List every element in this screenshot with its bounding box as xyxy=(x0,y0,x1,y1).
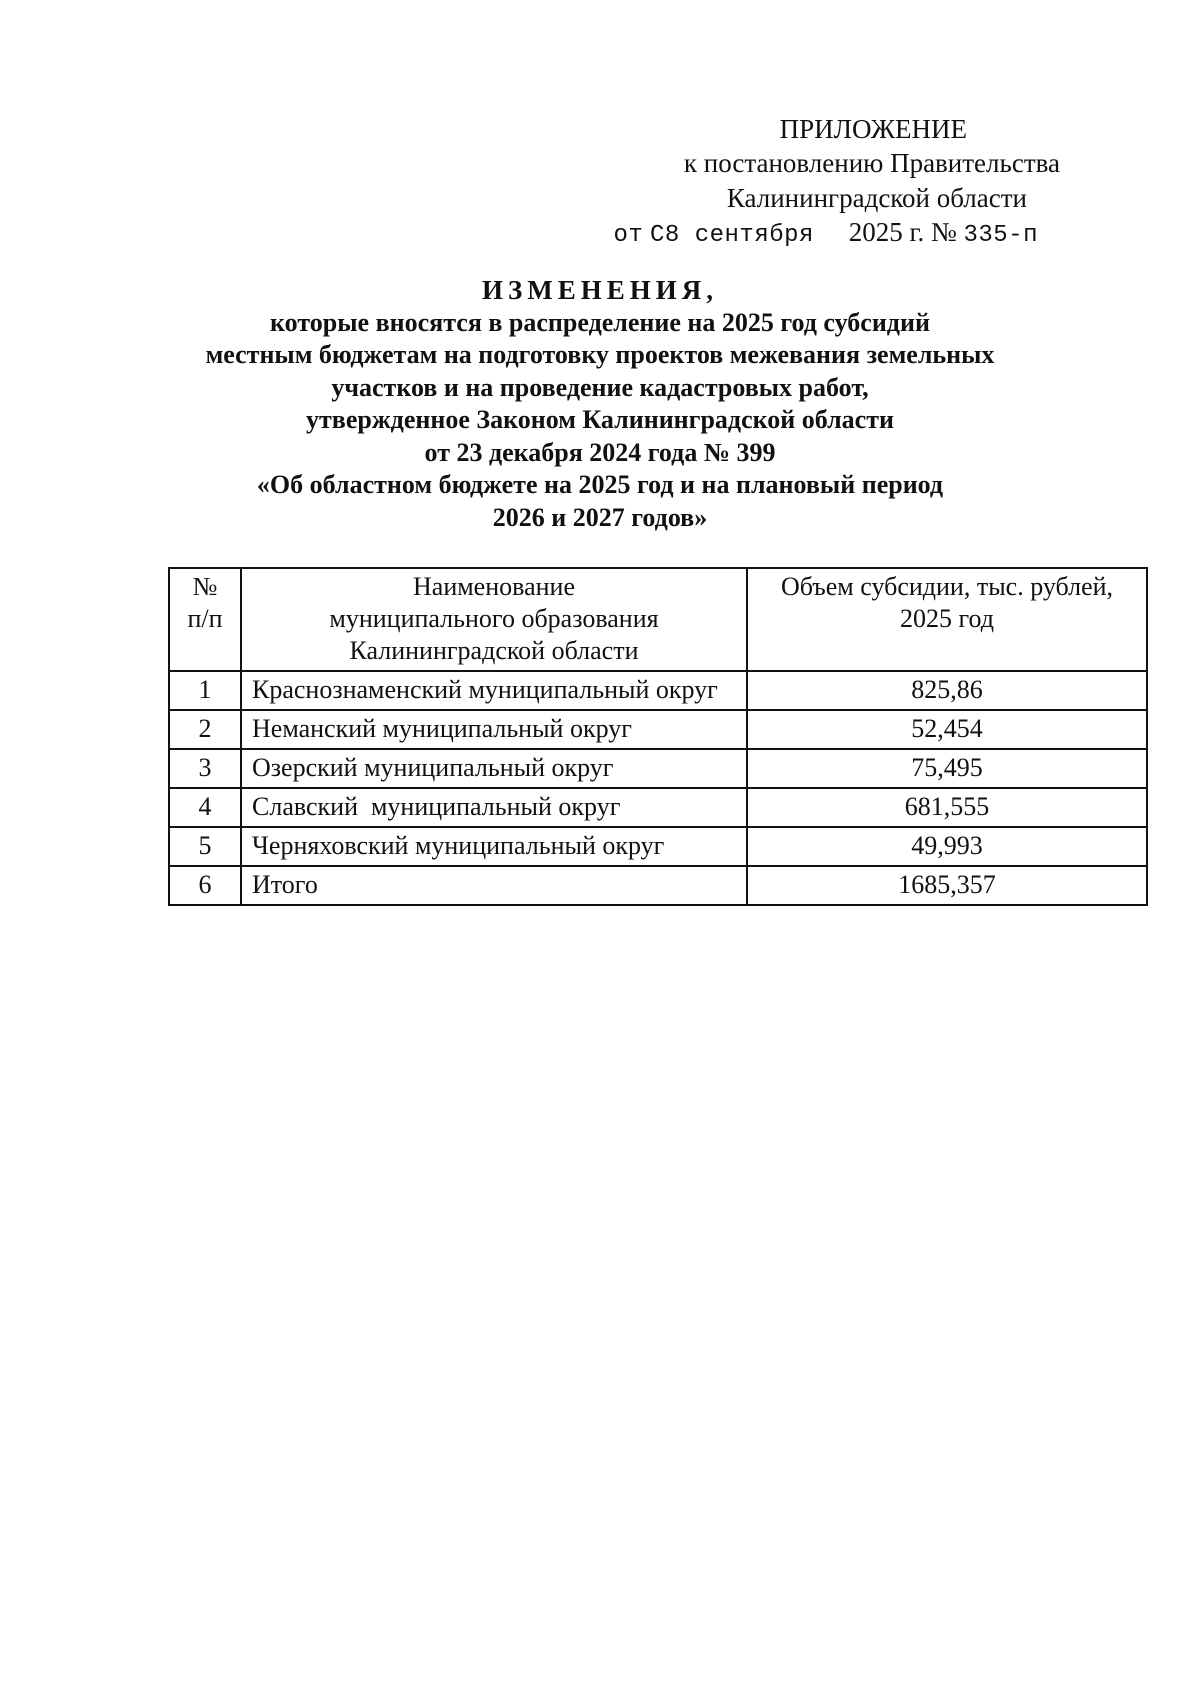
row-number: 1 xyxy=(169,671,241,710)
row-volume: 681,555 xyxy=(747,788,1147,827)
title-line-7: 2026 и 2027 годов» xyxy=(492,502,708,532)
subsidy-table-wrapper xyxy=(168,567,1148,906)
header-volume-line-1: Объем субсидии, тыс. рублей, xyxy=(780,572,1114,601)
title-line-5: от 23 декабря 2024 года № 399 xyxy=(424,437,776,467)
row-volume: 75,495 xyxy=(747,749,1147,788)
row-volume: 1685,357 xyxy=(747,866,1147,905)
header-name xyxy=(241,568,747,671)
row-name: Неманский муниципальный округ xyxy=(241,710,747,749)
table-row xyxy=(169,710,1147,749)
row-name: Черняховский муниципальный округ xyxy=(241,827,747,866)
annex-date-prefix: от xyxy=(613,221,644,249)
row-name: Краснознаменский муниципальный округ xyxy=(241,671,747,710)
row-number: 3 xyxy=(169,749,241,788)
header-name-line-3: Калининградской области xyxy=(349,636,639,665)
header-volume-line-2: 2025 год xyxy=(900,604,994,633)
title-line-6: «Об областном бюджете на 2025 год и на плановый период xyxy=(256,470,944,499)
annex-reference: к постановлению Правительства xyxy=(683,148,1060,179)
annex-region: Калининградской области xyxy=(726,182,1027,213)
row-name: Славский муниципальный округ xyxy=(241,788,747,827)
table-row xyxy=(169,827,1147,866)
row-volume: 52,454 xyxy=(747,710,1147,749)
header-number xyxy=(169,568,241,671)
table-row xyxy=(169,749,1147,788)
row-number: 6 xyxy=(169,866,241,905)
table-row xyxy=(169,788,1147,827)
title-line-2: местным бюджетам на подготовку проектов межевания земельных xyxy=(205,340,995,369)
annex-header xyxy=(540,112,1060,251)
row-name: Озерский муниципальный округ xyxy=(241,749,747,788)
row-name: Итого xyxy=(241,866,747,905)
title-line-1: которые вносятся в распределение на 2025 год субсидий xyxy=(270,307,930,337)
subsidy-table xyxy=(168,567,1148,906)
title-heading: ИЗМЕНЕНИЯ, xyxy=(481,275,718,305)
title-line-4: утвержденное Законом Калининградской области xyxy=(306,405,894,434)
annex-number: 335-п xyxy=(963,221,1038,249)
header-volume xyxy=(747,568,1147,671)
header-name-line-1: Наименование xyxy=(413,572,575,601)
annex-date-year: 2025 г. № xyxy=(848,216,957,247)
title-line-3: участков и на проведение кадастровых работ, xyxy=(331,372,869,402)
annex-title: ПРИЛОЖЕНИЕ xyxy=(779,114,967,144)
row-number: 5 xyxy=(169,827,241,866)
header-name-line-2: муниципального образования xyxy=(329,604,659,633)
document-title xyxy=(150,274,1050,534)
row-number: 4 xyxy=(169,788,241,827)
table-row xyxy=(169,671,1147,710)
annex-date-number xyxy=(540,215,1060,251)
row-volume: 49,993 xyxy=(747,827,1147,866)
header-number-line-1: № xyxy=(192,572,218,601)
table-header-row xyxy=(169,568,1147,671)
header-number-line-2: п/п xyxy=(187,604,223,633)
annex-date-day-month: С8 сентября xyxy=(650,221,814,249)
row-number: 2 xyxy=(169,710,241,749)
table-row-total xyxy=(169,866,1147,905)
row-volume: 825,86 xyxy=(747,671,1147,710)
